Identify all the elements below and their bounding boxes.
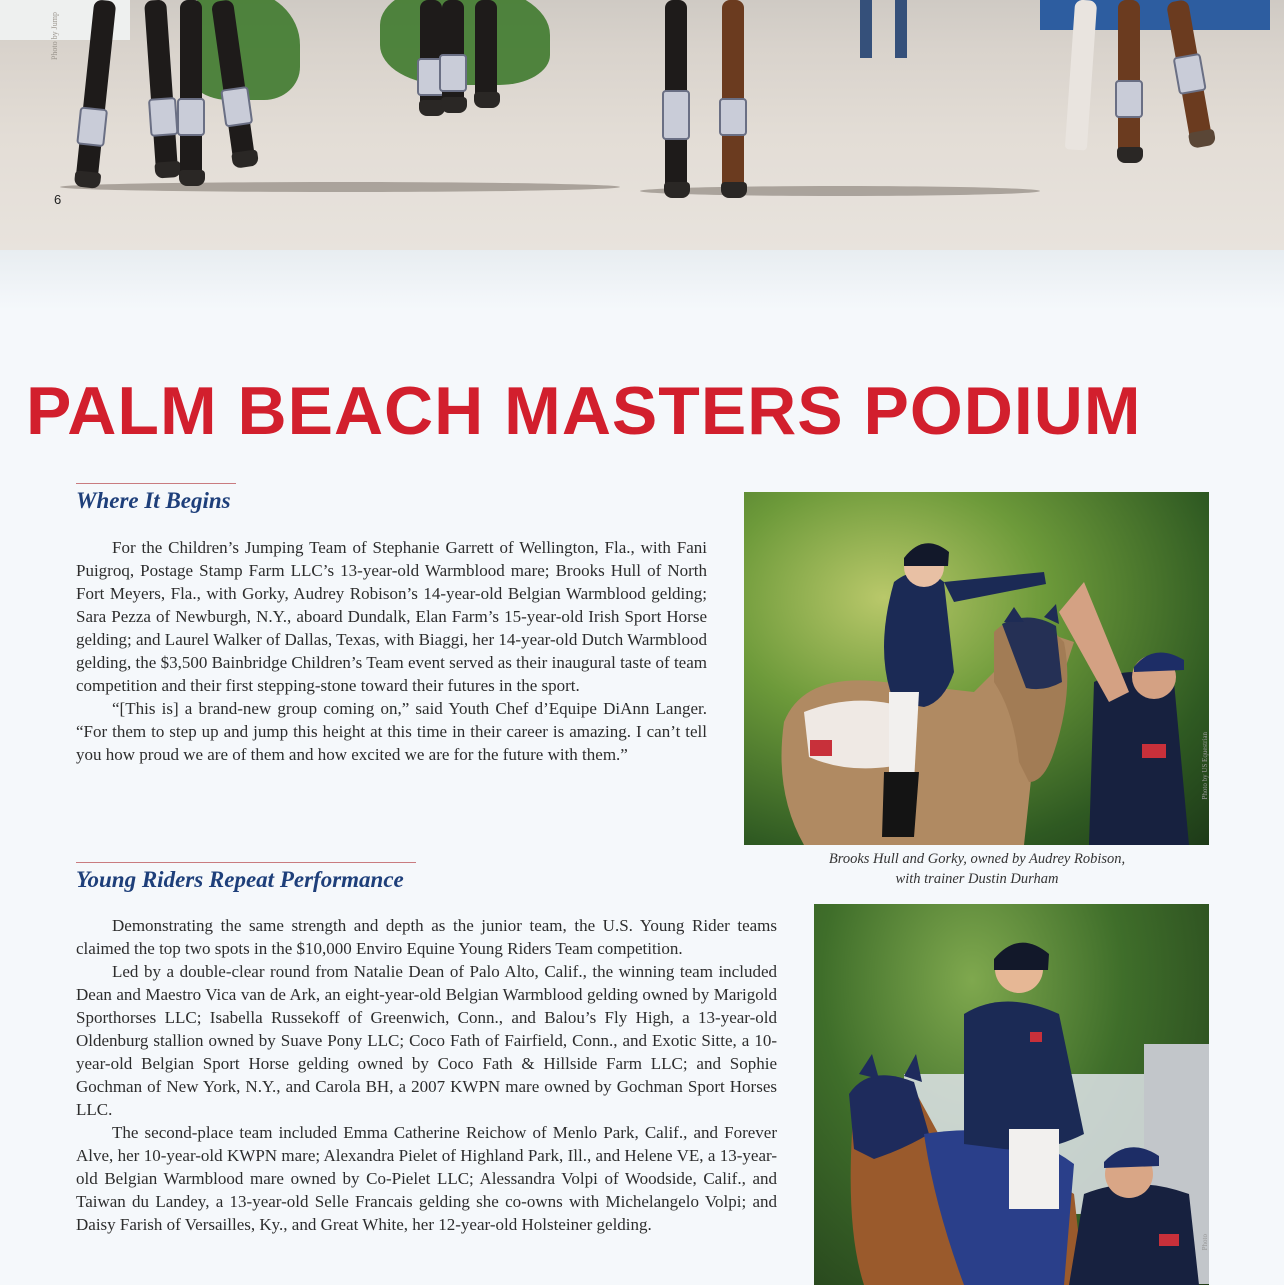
photo-rider-and-trainer xyxy=(744,492,1209,845)
photo-credit: Photo by Jump xyxy=(50,12,59,61)
horse-leg xyxy=(442,0,464,105)
photo-fade xyxy=(0,250,1284,310)
top-arena-photo xyxy=(0,0,1284,250)
horse-leg xyxy=(144,0,178,171)
leg-shadow xyxy=(640,186,1040,196)
horse-leg xyxy=(722,0,744,190)
horse-leg xyxy=(1118,0,1140,155)
horse-leg xyxy=(180,0,202,178)
photo-illustration xyxy=(744,492,1209,845)
paragraph: “[This is] a brand-new group coming on,” said Youth Chef d’Equipe DiAnn Langer. “For them to step up and jump this height at this time in their career is amazing. I can’t tell you how proud we are of them and how excited we are for the future with them.” xyxy=(76,699,707,764)
caption-line: with trainer Dustin Durham xyxy=(895,871,1059,887)
photo-illustration xyxy=(814,904,1209,1285)
paragraph: For the Children’s Jumping Team of Stephanie Garrett of Wellington, Fla., with Fani Puigroq, Postage Stamp Farm LLC’s 13-year-old Warmblood mare; Brooks Hull of North Fort Meyers, Fla., with Gorky, Audrey Robison’s 14-year-old Belgian Warmblood gelding; Sara Pezza of Newburgh, N.Y., aboard Dundalk, Elan Farm’s 15-year-old Irish Sport Horse gelding; and Laurel Walker of Dallas, Texas, with Biaggi, her 14-year-old Dutch Warmblood gelding, the $3,500 Bainbridge Children’s Team event served as their inaugural taste of team competition and their first stepping-stone toward their futures in the sport. xyxy=(76,538,707,695)
paragraph: The second-place team included Emma Catherine Reichow of Menlo Park, Calif., and Forever Alve, her 10-year-old KWPN mare; Alexandra Pielet of Highland Park, Ill., and Helene VE, a 13-year-old Belgian Warmblood mare owned by Co-Pielet LLC; Alessandra Volpi of Woodside, Calif., and Taiwan du Landey, a 13-year-old Selle Francais gelding she co-owns with Michelangelo Volpi; and Daisy Farish of Versailles, Ky., and Great White, her 12-year-old Holsteiner gelding. xyxy=(76,1123,777,1234)
caption-line: Brooks Hull and Gorky, owned by Audrey Robison, xyxy=(828,851,1126,867)
section-title-where-it-begins: Where It Begins xyxy=(76,483,236,514)
photo-credit: Photo xyxy=(1201,1234,1209,1251)
photo-rider-and-coach xyxy=(814,904,1209,1285)
paragraph: Demonstrating the same strength and depth as the junior team, the U.S. Young Rider teams claimed the top two spots in the $10,000 Enviro Equine Young Riders Team competition. xyxy=(76,916,777,958)
section-title-young-riders: Young Riders Repeat Performance xyxy=(76,862,416,893)
spectator-leg xyxy=(860,0,872,58)
page-number: 6 xyxy=(54,192,62,207)
photo-credit: Photo by US Equestrian xyxy=(1201,732,1209,800)
paragraph: Led by a double-clear round from Natalie Dean of Palo Alto, Calif., the winning team included Dean and Maestro Vica van de Ark, an eight-year-old Belgian Warmblood gelding owned by Marigold Sporthorses LLC; Isabella Russekoff of Greenwich, Conn., and Balou’s Fly High, a 13-year-old Oldenburg stallion owned by Suave Pony LLC; Coco Fath of Fairfield, Conn., and Exotic Sitte, a 10-year-old Belgian Sport Horse gelding owned by Coco Fath & Hillside Farm LLC; and Sophie Gochman of New York, N.Y., and Carola BH, a 2007 KWPN mare owned by Gochman Sport Horses LLC. xyxy=(76,962,777,1119)
horse-leg xyxy=(420,0,442,108)
page-headline: PALM BEACH MASTERS PODIUM xyxy=(26,373,1142,449)
leg-shadow xyxy=(60,182,620,192)
horse-leg xyxy=(665,0,687,190)
photo-caption xyxy=(775,849,1179,889)
horse-leg xyxy=(475,0,497,100)
spectator-leg xyxy=(895,0,907,58)
section1-body xyxy=(76,536,707,766)
section2-body xyxy=(76,914,777,1236)
